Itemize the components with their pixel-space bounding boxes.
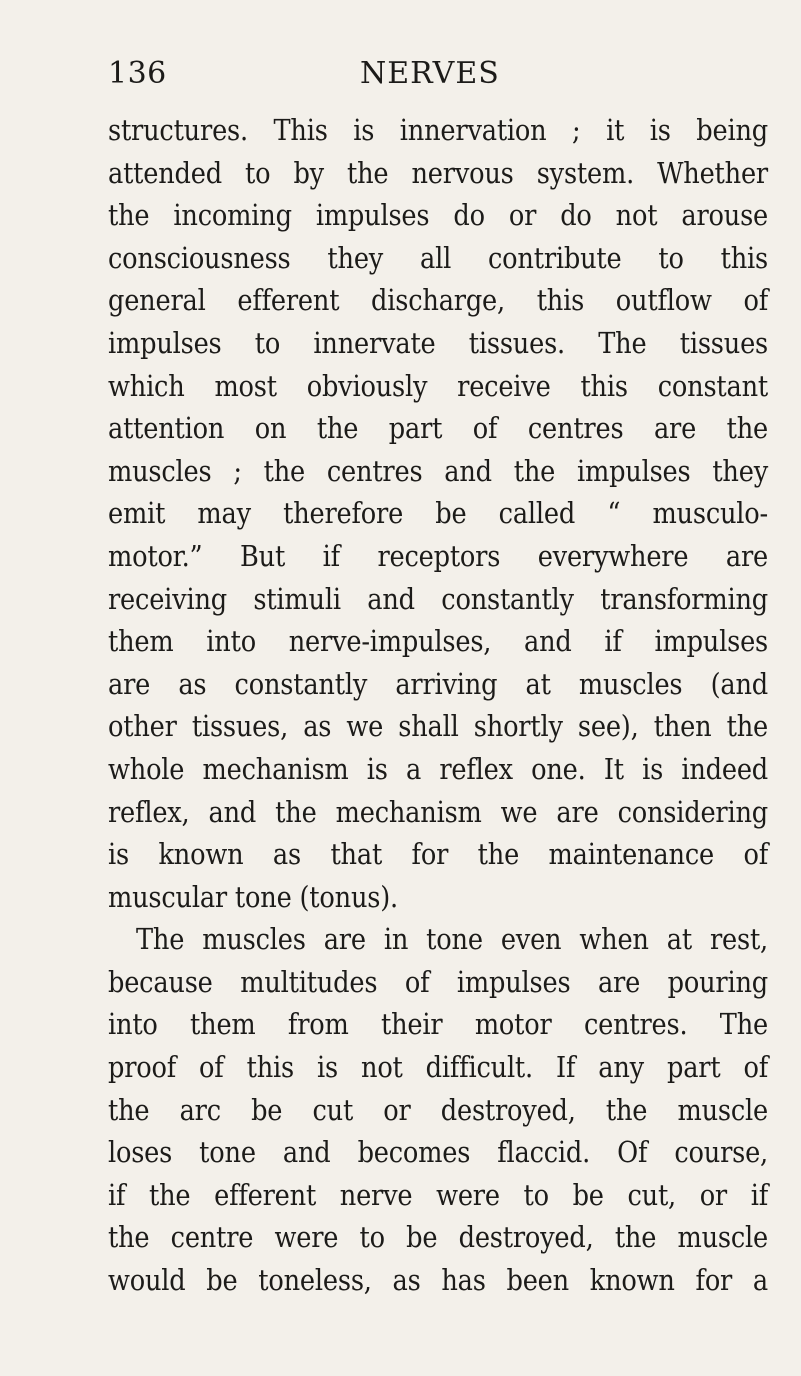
text-line: consciousness they all contribute to this	[108, 241, 768, 275]
text-line: attention on the part of centres are the	[108, 412, 768, 446]
text-line: other tissues, as we shall shortly see), then the	[108, 710, 768, 744]
text-line: the arc be cut or destroyed, the muscle	[108, 1093, 768, 1127]
running-head	[108, 52, 768, 96]
text-line: because multitudes of impulses are pouring	[108, 965, 768, 999]
text-line: motor.” But if receptors everywhere are	[108, 539, 768, 573]
text-line: which most obviously receive this constant	[108, 369, 768, 403]
text-line: would be toneless, as has been known for a	[108, 1264, 768, 1298]
paragraph-start-line: The muscles are in tone even when at rest,	[136, 923, 768, 957]
text-line: the incoming impulses do or do not arouse	[108, 199, 768, 233]
text-line: whole mechanism is a reflex one. It is indeed	[108, 752, 768, 786]
text-line: receiving stimuli and constantly transforming	[108, 582, 768, 616]
text-line: reflex, and the mechanism we are considering	[108, 795, 768, 829]
text-line: muscles ; the centres and the impulses they	[108, 454, 768, 488]
text-line: emit may therefore be called “ musculo-	[108, 497, 768, 531]
page-number: 136	[108, 56, 167, 91]
text-line: structures. This is innervation ; it is being	[108, 114, 768, 147]
text-line: into them from their motor centres. The	[108, 1008, 768, 1042]
text-line: the centre were to be destroyed, the muscle	[108, 1221, 768, 1255]
text-line: if the efferent nerve were to be cut, or if	[108, 1178, 768, 1212]
text-line: general efferent discharge, this outflow of	[108, 284, 768, 318]
paragraph-end-line: muscular tone (tonus).	[108, 880, 398, 914]
body-text	[108, 110, 768, 1303]
text-line: them into nerve-impulses, and if impulses	[108, 625, 768, 659]
text-line: loses tone and becomes flaccid. Of course,	[108, 1136, 768, 1170]
running-title: NERVES	[360, 56, 500, 91]
text-line: attended to by the nervous system. Whether	[108, 156, 768, 190]
text-line: are as constantly arriving at muscles (and	[108, 667, 768, 701]
text-line: is known as that for the maintenance of	[108, 838, 768, 872]
text-line: impulses to innervate tissues. The tissues	[108, 326, 768, 360]
text-line: proof of this is not difficult. If any part of	[108, 1051, 768, 1085]
